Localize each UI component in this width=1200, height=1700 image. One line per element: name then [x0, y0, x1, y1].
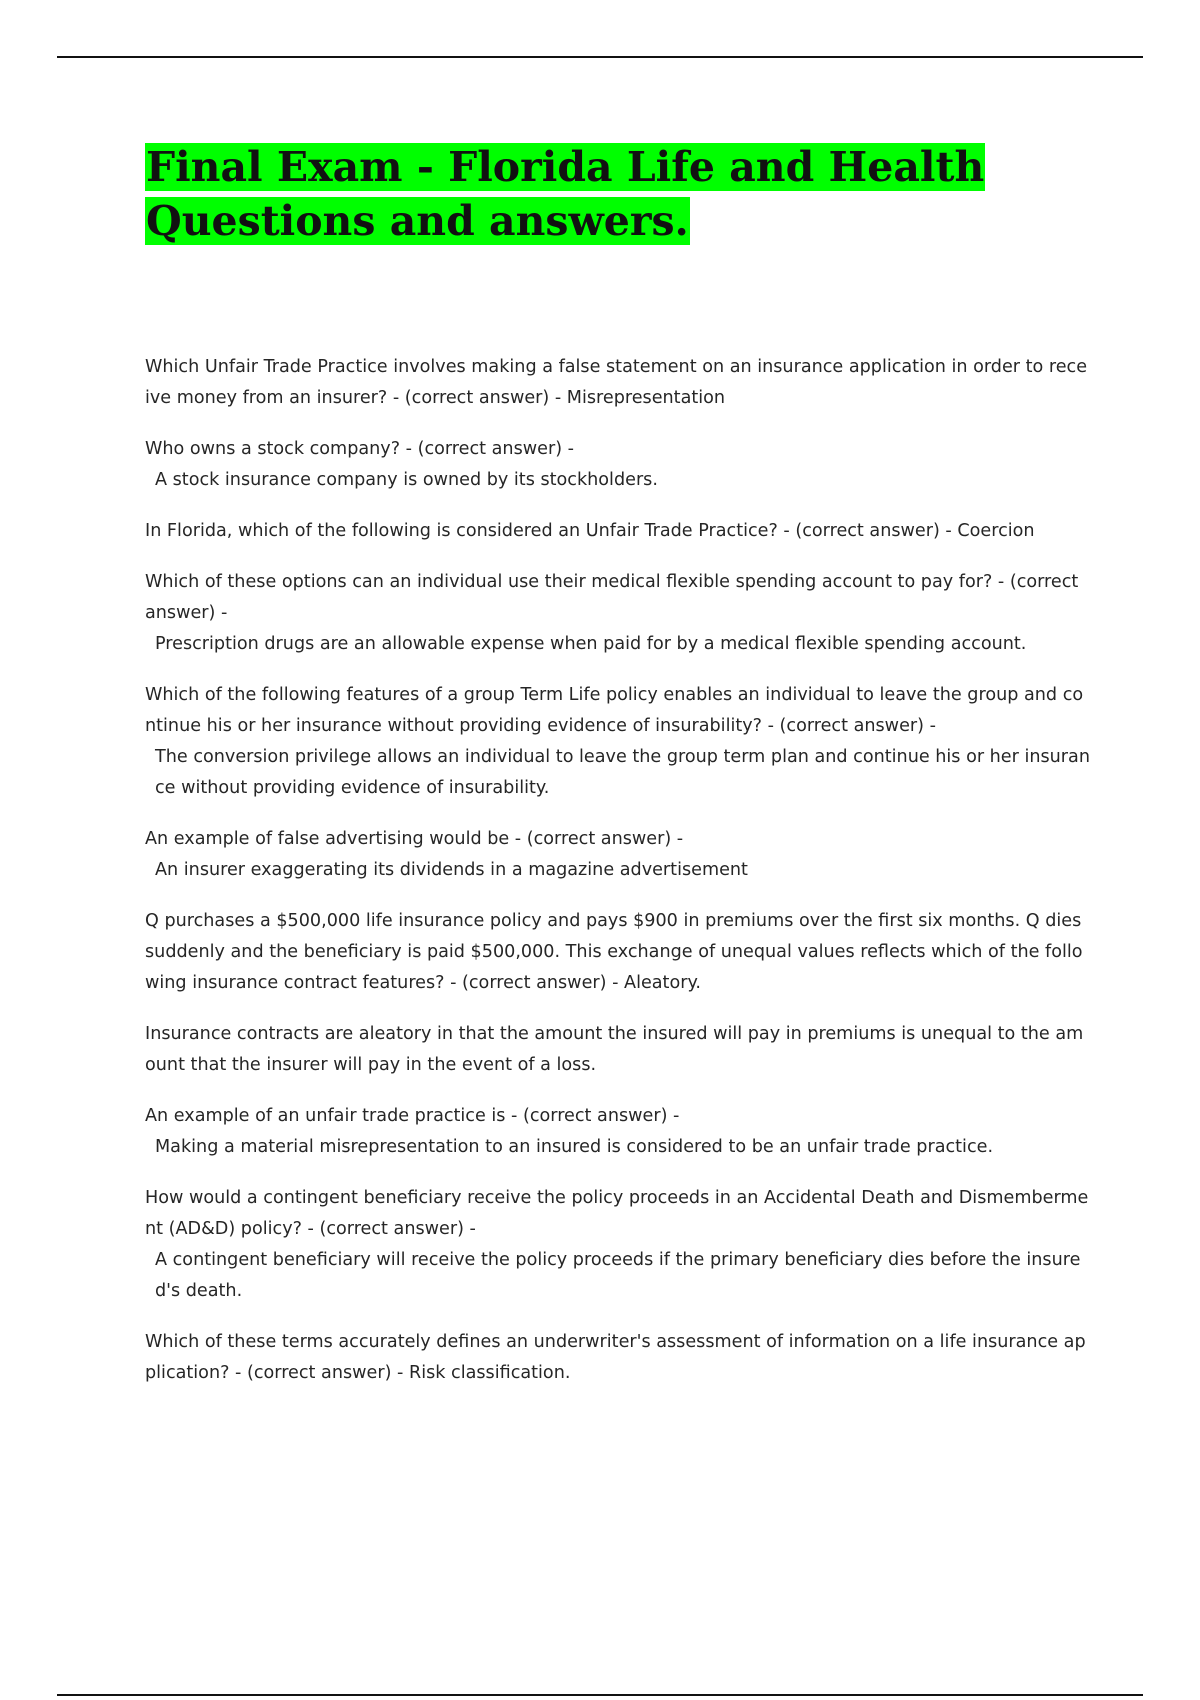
question-text: Which Unfair Trade Practice involves making a false statement on an insurance application in order to receive money from an insurer? - (correct answer) -	[145, 357, 1088, 408]
answer-text: An insurer exaggerating its dividends in a magazine advertisement	[155, 860, 748, 880]
qa-item	[145, 434, 1090, 496]
answer-text: Making a material misrepresentation to an insured is considered to be an unfair trade practice.	[155, 1137, 994, 1157]
qa-item	[145, 824, 1090, 886]
qa-item	[145, 1101, 1090, 1163]
answer-text: Prescription drugs are an allowable expense when paid for by a medical flexible spending account.	[155, 634, 1027, 654]
qa-item	[145, 352, 1090, 414]
qa-item	[145, 567, 1090, 660]
title-line-1: Final Exam - Florida Life and Health	[146, 143, 985, 191]
qa-item	[145, 680, 1090, 804]
question-text: Which of these options can an individual use their medical flexible spending account to pay for? - (correct answer) -	[145, 572, 1079, 623]
answer-text: Coercion	[957, 521, 1035, 541]
top-rule	[57, 56, 1143, 58]
question-text: In Florida, which of the following is considered an Unfair Trade Practice? - (correct answer) -	[145, 521, 958, 541]
qa-item	[145, 1183, 1090, 1307]
qa-note	[145, 1019, 1090, 1081]
qa-item	[145, 516, 1090, 547]
qa-item	[145, 1327, 1090, 1389]
question-text: An example of an unfair trade practice is - (correct answer) -	[145, 1106, 680, 1126]
question-text: An example of false advertising would be - (correct answer) -	[145, 829, 684, 849]
document-title	[145, 140, 1005, 248]
answer-text: Misrepresentation	[566, 388, 726, 408]
question-text: Which of the following features of a group Term Life policy enables an individual to leave the group and continue his or her insurance without providing evidence of insurability? - (correct answer) -	[145, 685, 1084, 736]
question-text: Q purchases a $500,000 life insurance policy and pays $900 in premiums over the first six months. Q dies suddenly and the beneficiary is paid $500,000. This exchange of unequal values reflects which of the following insurance contract features? - (correct answer) -	[145, 911, 1083, 993]
question-text: Which of these terms accurately defines an underwriter's assessment of information on a life insurance application? - (correct answer) -	[145, 1332, 1086, 1383]
answer-text: A stock insurance company is owned by its stockholders.	[155, 470, 658, 490]
title-line-2: Questions and answers.	[146, 197, 689, 245]
answer-text: Aleatory.	[624, 973, 701, 993]
question-text: Who owns a stock company? - (correct answer) -	[145, 439, 574, 459]
answer-text: Risk classification.	[408, 1363, 571, 1383]
qa-list	[145, 352, 1090, 1409]
qa-item	[145, 906, 1090, 999]
note-text: Insurance contracts are aleatory in that the amount the insured will pay in premiums is unequal to the amount that the insurer will pay in the event of a loss.	[145, 1024, 1084, 1075]
title-block	[145, 140, 1005, 248]
answer-text: A contingent beneficiary will receive the policy proceeds if the primary beneficiary dies before the insured's death.	[155, 1250, 1081, 1301]
answer-text: The conversion privilege allows an individual to leave the group term plan and continue his or her insurance without providing evidence of insurability.	[155, 747, 1090, 798]
question-text: How would a contingent beneficiary receive the policy proceeds in an Accidental Death and Dismemberment (AD&D) policy? - (correct answer) -	[145, 1188, 1089, 1239]
bottom-rule	[57, 1694, 1143, 1696]
